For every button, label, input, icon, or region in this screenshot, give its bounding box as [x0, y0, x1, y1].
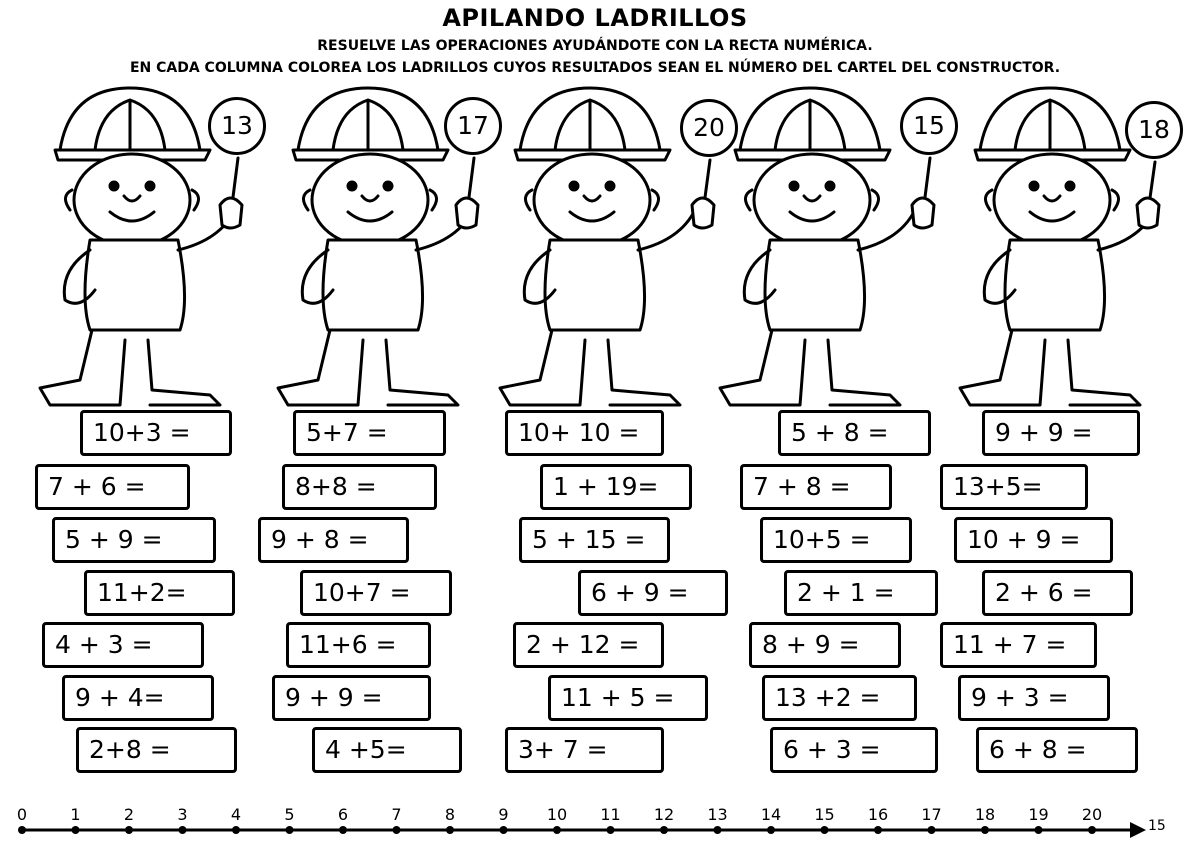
number-line-label: 3 [177, 805, 188, 824]
brick[interactable]: 9 + 8 = [258, 517, 409, 563]
brick[interactable]: 5 + 9 = [52, 517, 216, 563]
number-line-label: 10 [546, 805, 568, 824]
number-line-label: 4 [230, 805, 242, 824]
brick[interactable]: 9 + 9 = [272, 675, 431, 721]
number-line-label: 13 [707, 805, 728, 824]
number-line-label: 18 [974, 805, 996, 824]
number-line-label: 7 [391, 805, 402, 824]
construction-worker-icon [0, 0, 1190, 420]
number-line-label: 19 [1028, 805, 1049, 824]
brick[interactable]: 8 + 9 = [749, 622, 901, 668]
number-line-label: 14 [760, 805, 782, 824]
number-line-label: 9 [498, 805, 509, 824]
brick[interactable]: 1 + 19= [540, 464, 692, 510]
number-line-label: 11 [600, 805, 621, 824]
brick[interactable]: 8+8 = [282, 464, 437, 510]
brick[interactable]: 6 + 3 = [770, 727, 938, 773]
worker-sign: 18 [1125, 101, 1183, 159]
brick[interactable]: 10 + 9 = [954, 517, 1113, 563]
page-title: APILANDO LADRILLOS [442, 4, 748, 32]
number-line-label: 8 [444, 805, 456, 824]
brick[interactable]: 9 + 3 = [958, 675, 1110, 721]
brick[interactable]: 2+8 = [76, 727, 237, 773]
brick[interactable]: 13+5= [940, 464, 1088, 510]
number-line-label: 12 [653, 805, 675, 824]
worker-sign: 15 [900, 97, 958, 155]
worker-sign: 17 [444, 97, 502, 155]
brick[interactable]: 10+7 = [300, 570, 452, 616]
instruction-1: RESUELVE LAS OPERACIONES AYUDÁNDOTE CON LA RECTA NUMÉRICA. [317, 38, 873, 54]
worker-sign: 13 [208, 97, 266, 155]
brick[interactable]: 11 + 5 = [548, 675, 708, 721]
number-line-label: 17 [921, 805, 942, 824]
instruction-2: EN CADA COLUMNA COLOREA LOS LADRILLOS CUYOS RESULTADOS SEAN EL NÚMERO DEL CARTEL DEL CONSTRUCTOR. [129, 60, 1061, 76]
brick[interactable]: 2 + 6 = [982, 570, 1133, 616]
brick[interactable]: 4 + 3 = [42, 622, 204, 668]
brick[interactable]: 11+2= [84, 570, 235, 616]
brick[interactable]: 6 + 9 = [578, 570, 728, 616]
brick[interactable]: 4 +5= [312, 727, 462, 773]
number-line-label: 6 [337, 805, 349, 824]
brick[interactable]: 10+3 = [80, 410, 232, 456]
brick[interactable]: 11+6 = [286, 622, 431, 668]
number-line-label: 5 [284, 805, 295, 824]
brick[interactable]: 3+ 7 = [505, 727, 664, 773]
number-line-label: 0 [16, 805, 28, 824]
brick[interactable]: 9 + 4= [62, 675, 214, 721]
brick[interactable]: 6 + 8 = [976, 727, 1138, 773]
brick[interactable]: 2 + 12 = [513, 622, 664, 668]
brick[interactable]: 13 +2 = [762, 675, 917, 721]
page-number: 15 [1148, 818, 1166, 834]
number-line-label: 1 [70, 805, 81, 824]
brick[interactable]: 7 + 8 = [740, 464, 892, 510]
brick[interactable]: 5 + 15 = [519, 517, 670, 563]
brick[interactable]: 10+ 10 = [505, 410, 664, 456]
number-line-label: 15 [814, 805, 835, 824]
brick[interactable]: 5+7 = [293, 410, 446, 456]
number-line-label: 2 [123, 805, 135, 824]
arrow-right-icon [1130, 822, 1146, 838]
number-line-label: 20 [1081, 805, 1103, 824]
brick[interactable]: 2 + 1 = [784, 570, 938, 616]
brick[interactable]: 5 + 8 = [778, 410, 931, 456]
brick[interactable]: 11 + 7 = [940, 622, 1097, 668]
brick[interactable]: 9 + 9 = [982, 410, 1140, 456]
number-line [0, 800, 1190, 844]
brick[interactable]: 7 + 6 = [35, 464, 190, 510]
number-line-label: 16 [867, 805, 889, 824]
brick[interactable]: 10+5 = [760, 517, 912, 563]
worker-sign: 20 [680, 99, 738, 157]
